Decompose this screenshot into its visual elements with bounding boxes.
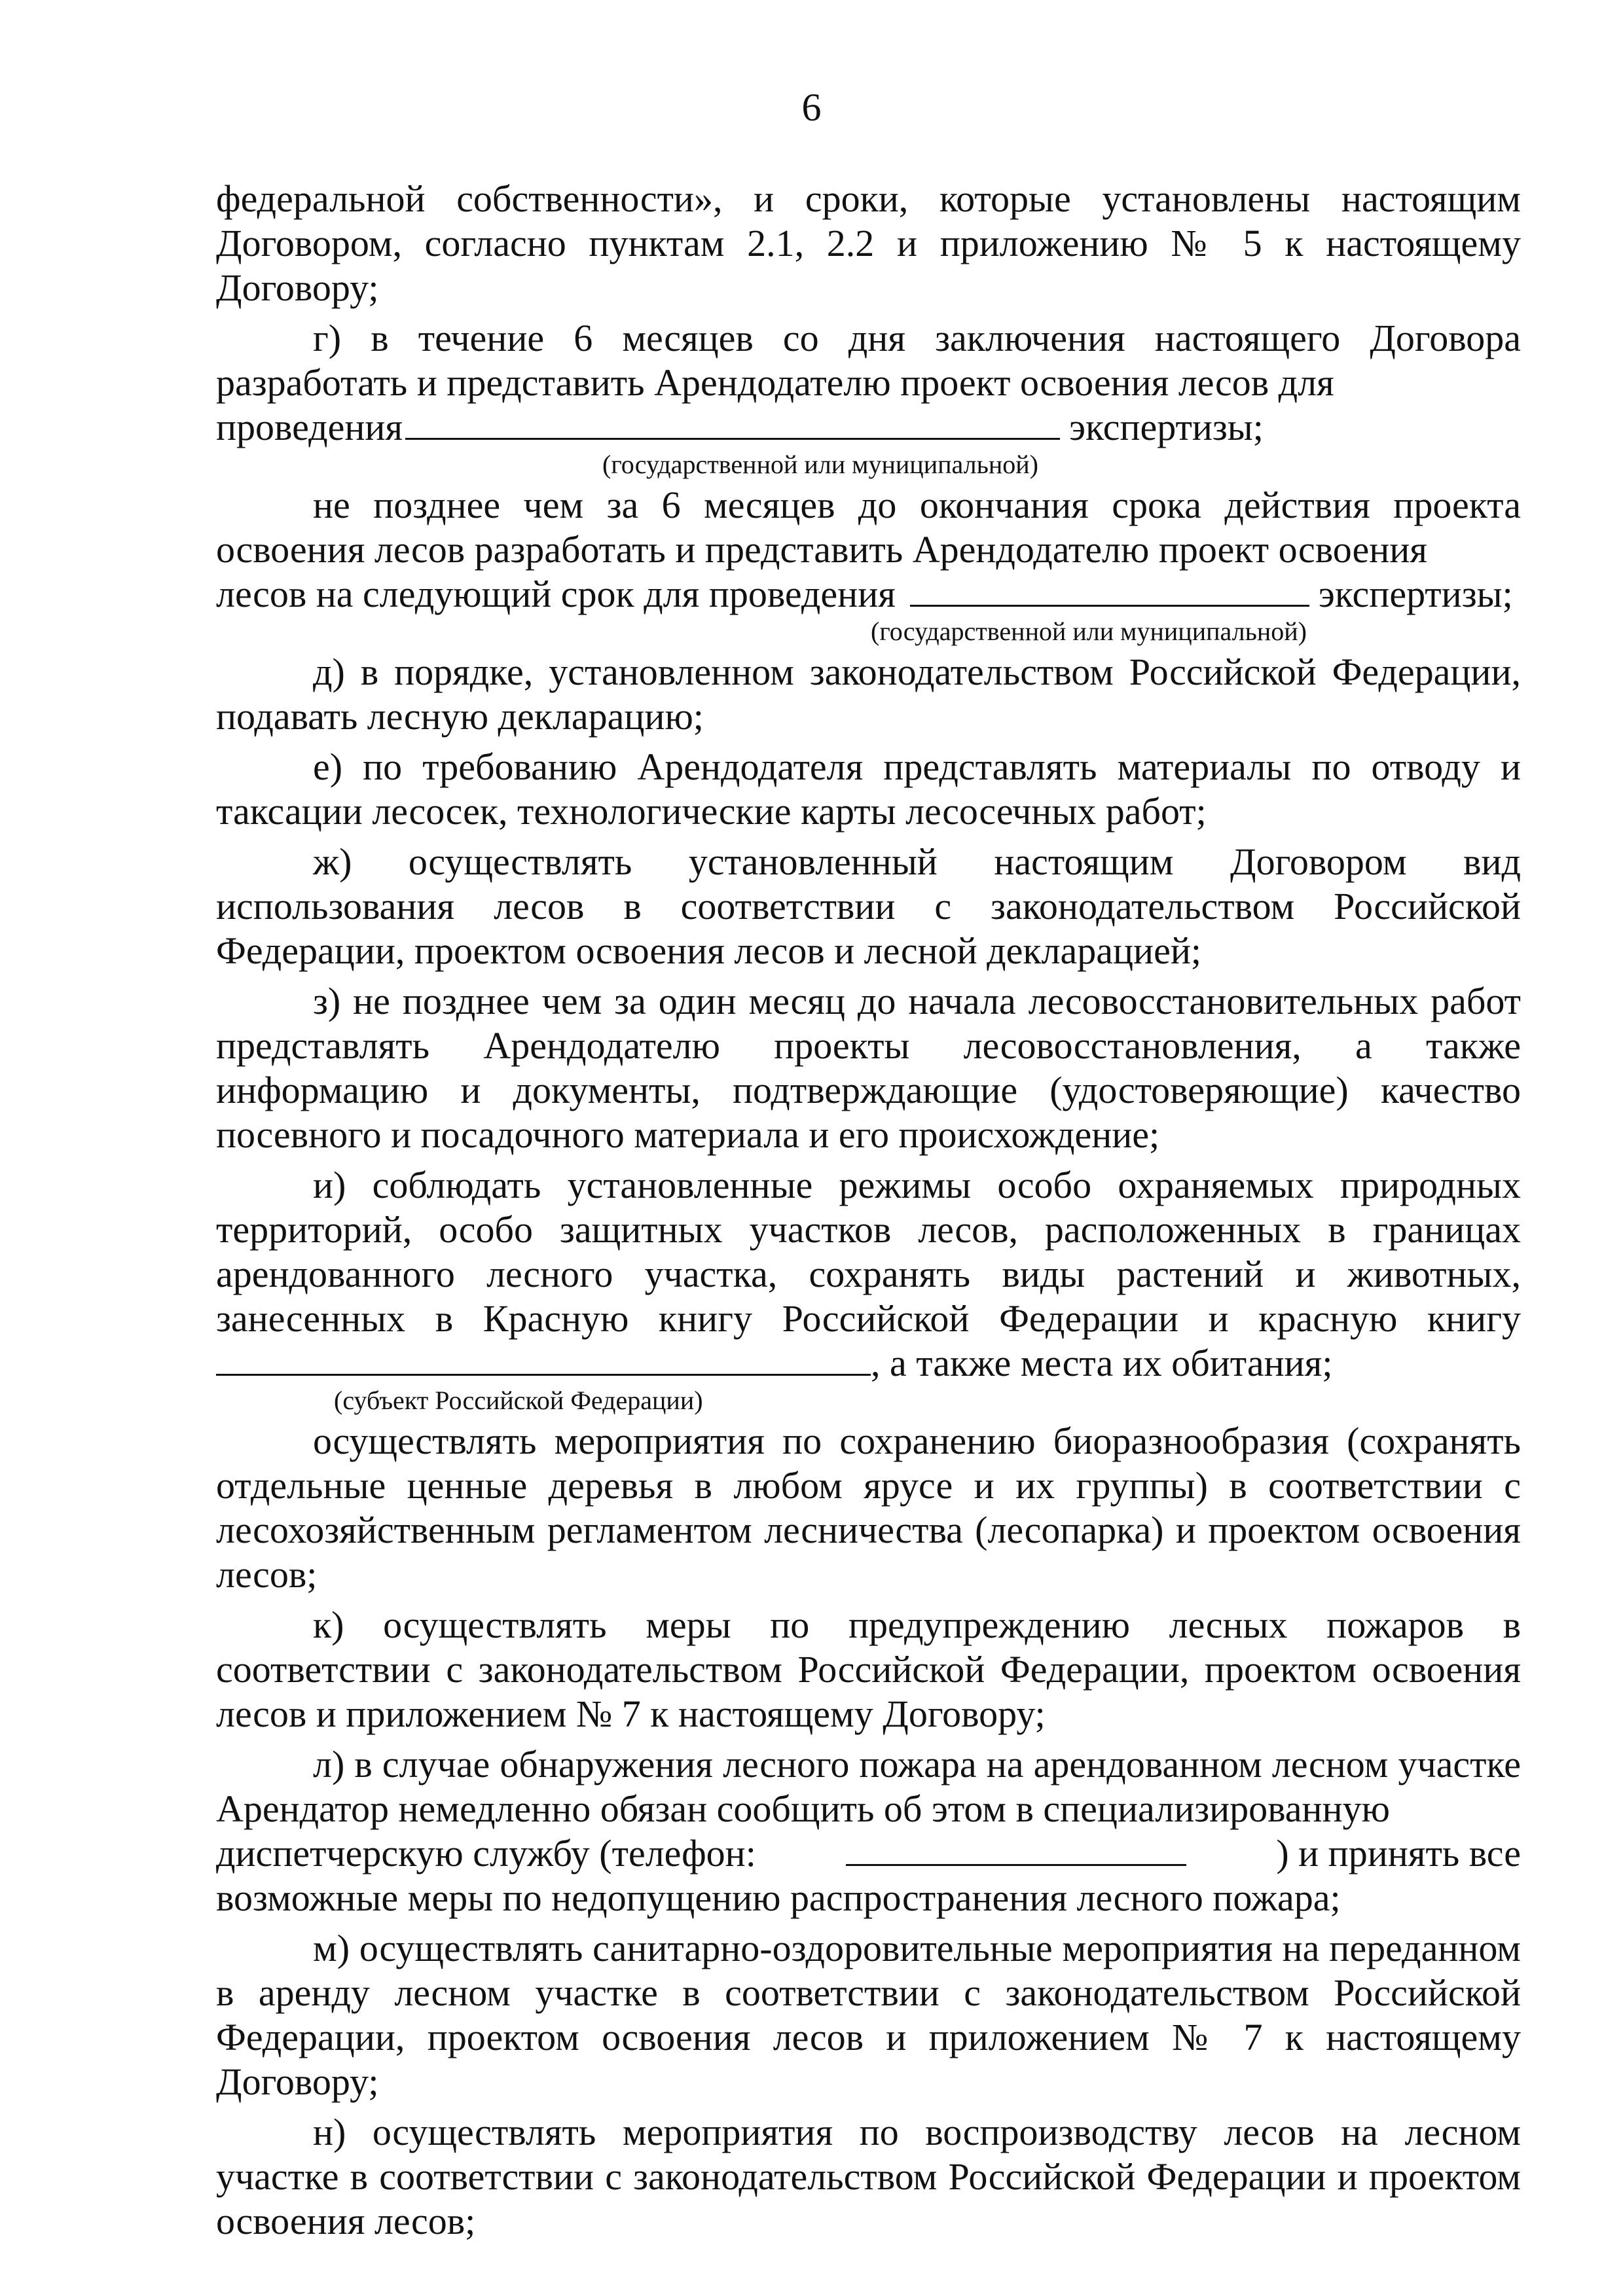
paragraph-l-phone-prefix: диспетчерскую службу (телефон: xyxy=(216,1832,756,1874)
page-number: 6 xyxy=(801,86,822,129)
paragraph-l-tail: возможные меры по недопущению распространения лесного пожара; xyxy=(216,1876,1341,1919)
paragraph-n: н) осуществлять мероприятия по воспроизводству лесов на лесном участке в соответствии с законодательством Российской Федерации и проектом освоения лесов; xyxy=(216,2111,1521,2242)
subject-of-federation-blank xyxy=(216,1374,871,1376)
paragraph-h-blank-line xyxy=(216,572,1521,617)
paragraph-i: и) соблюдать установленные режимы особо охраняемых природных территорий, особо защитных участков лесов, расположенных в границах арендованного лесного участка, сохранять виды растений и животных, занесенных в Красную книгу Российской Федерации и красную книгу xyxy=(216,1164,1521,1340)
paragraph-l: л) в случае обнаружения лесного пожара на арендованном лесном участке Арендатор немедленно обязан сообщить об этом в специализированную xyxy=(216,1743,1521,1830)
paragraph-zh: ж) осуществлять установленный настоящим Договором вид использования лесов в соответствии с законодательством Российской Федерации, проектом освоения лесов и лесной декларацией; xyxy=(216,840,1521,972)
paragraph-h-blank-prefix: лесов на следующий срок для проведения xyxy=(216,573,896,615)
paragraph-g-blank-suffix: экспертизы; xyxy=(1069,406,1264,448)
paragraph-g-blank-prefix: проведения xyxy=(216,406,403,448)
paragraph-l-phone-suffix: ) и принять все xyxy=(1276,1832,1521,1874)
dispatch-phone-blank xyxy=(846,1864,1186,1866)
paragraph-i-blank-line xyxy=(216,1341,1521,1386)
paragraph-g: г) в течение 6 месяцев со дня заключения настоящего Договора разработать и представить Арендодателю проект освоения лесов для xyxy=(216,317,1521,404)
paragraph-e: е) по требованию Арендодателя представлять материалы по отводу и таксации лесосек, технологические карты лесосечных работ; xyxy=(216,745,1521,833)
paragraph-i-blank-suffix: , а также места их обитания; xyxy=(871,1342,1333,1384)
document-body xyxy=(216,177,1521,2244)
paragraph-h-blank-suffix: экспертизы; xyxy=(1318,573,1513,615)
next-term-expertise-type-blank xyxy=(910,605,1309,607)
paragraph-k: к) осуществлять меры по предупреждению лесных пожаров в соответствии с законодательством Российской Федерации, проектом освоения лесов и приложением № 7 к настоящему Договору; xyxy=(216,1604,1521,1735)
paragraph-z: з) не позднее чем за один месяц до начала лесовосстановительных работ представлять Арендодателю проекты лесовосстановления, а также информацию и документы, подтверждающие (удостоверяющие) качество посевного и посадочного материала и его происхождение; xyxy=(216,980,1521,1156)
next-term-expertise-type-caption: (государственной или муниципальной) xyxy=(871,617,1307,646)
paragraph-l-phone-line xyxy=(216,1831,1521,1876)
paragraph-h: не позднее чем за 6 месяцев до окончания срока действия проекта освоения лесов разработать и представить Арендодателю проект освоения xyxy=(216,484,1521,571)
expertise-type-caption: (государственной или муниципальной) xyxy=(602,450,1038,479)
expertise-type-blank xyxy=(405,438,1060,440)
paragraph-biodiversity: осуществлять мероприятия по сохранению биоразнообразия (сохранять отдельные ценные деревья в любом ярусе и их группы) в соответствии с лесохозяйственным регламентом лесничества (лесопарка) и проектом освоения лесов; xyxy=(216,1420,1521,1596)
paragraph-g-blank-line xyxy=(216,405,1521,450)
paragraph-m: м) осуществлять санитарно-оздоровительные мероприятия на переданном в аренду лесном участке в соответствии с законодательством Российской Федерации, проектом освоения лесов и приложением № 7 к настоящему Договору; xyxy=(216,1927,1521,2103)
paragraph-continuation: федеральной собственности», и сроки, которые установлены настоящим Договором, согласно пунктам 2.1, 2.2 и приложению № 5 к настоящему Договору; xyxy=(216,177,1521,309)
subject-of-federation-caption: (субъект Российской Федерации) xyxy=(334,1386,703,1415)
paragraph-d: д) в порядке, установленном законодательством Российской Федерации, подавать лесную декларацию; xyxy=(216,651,1521,738)
